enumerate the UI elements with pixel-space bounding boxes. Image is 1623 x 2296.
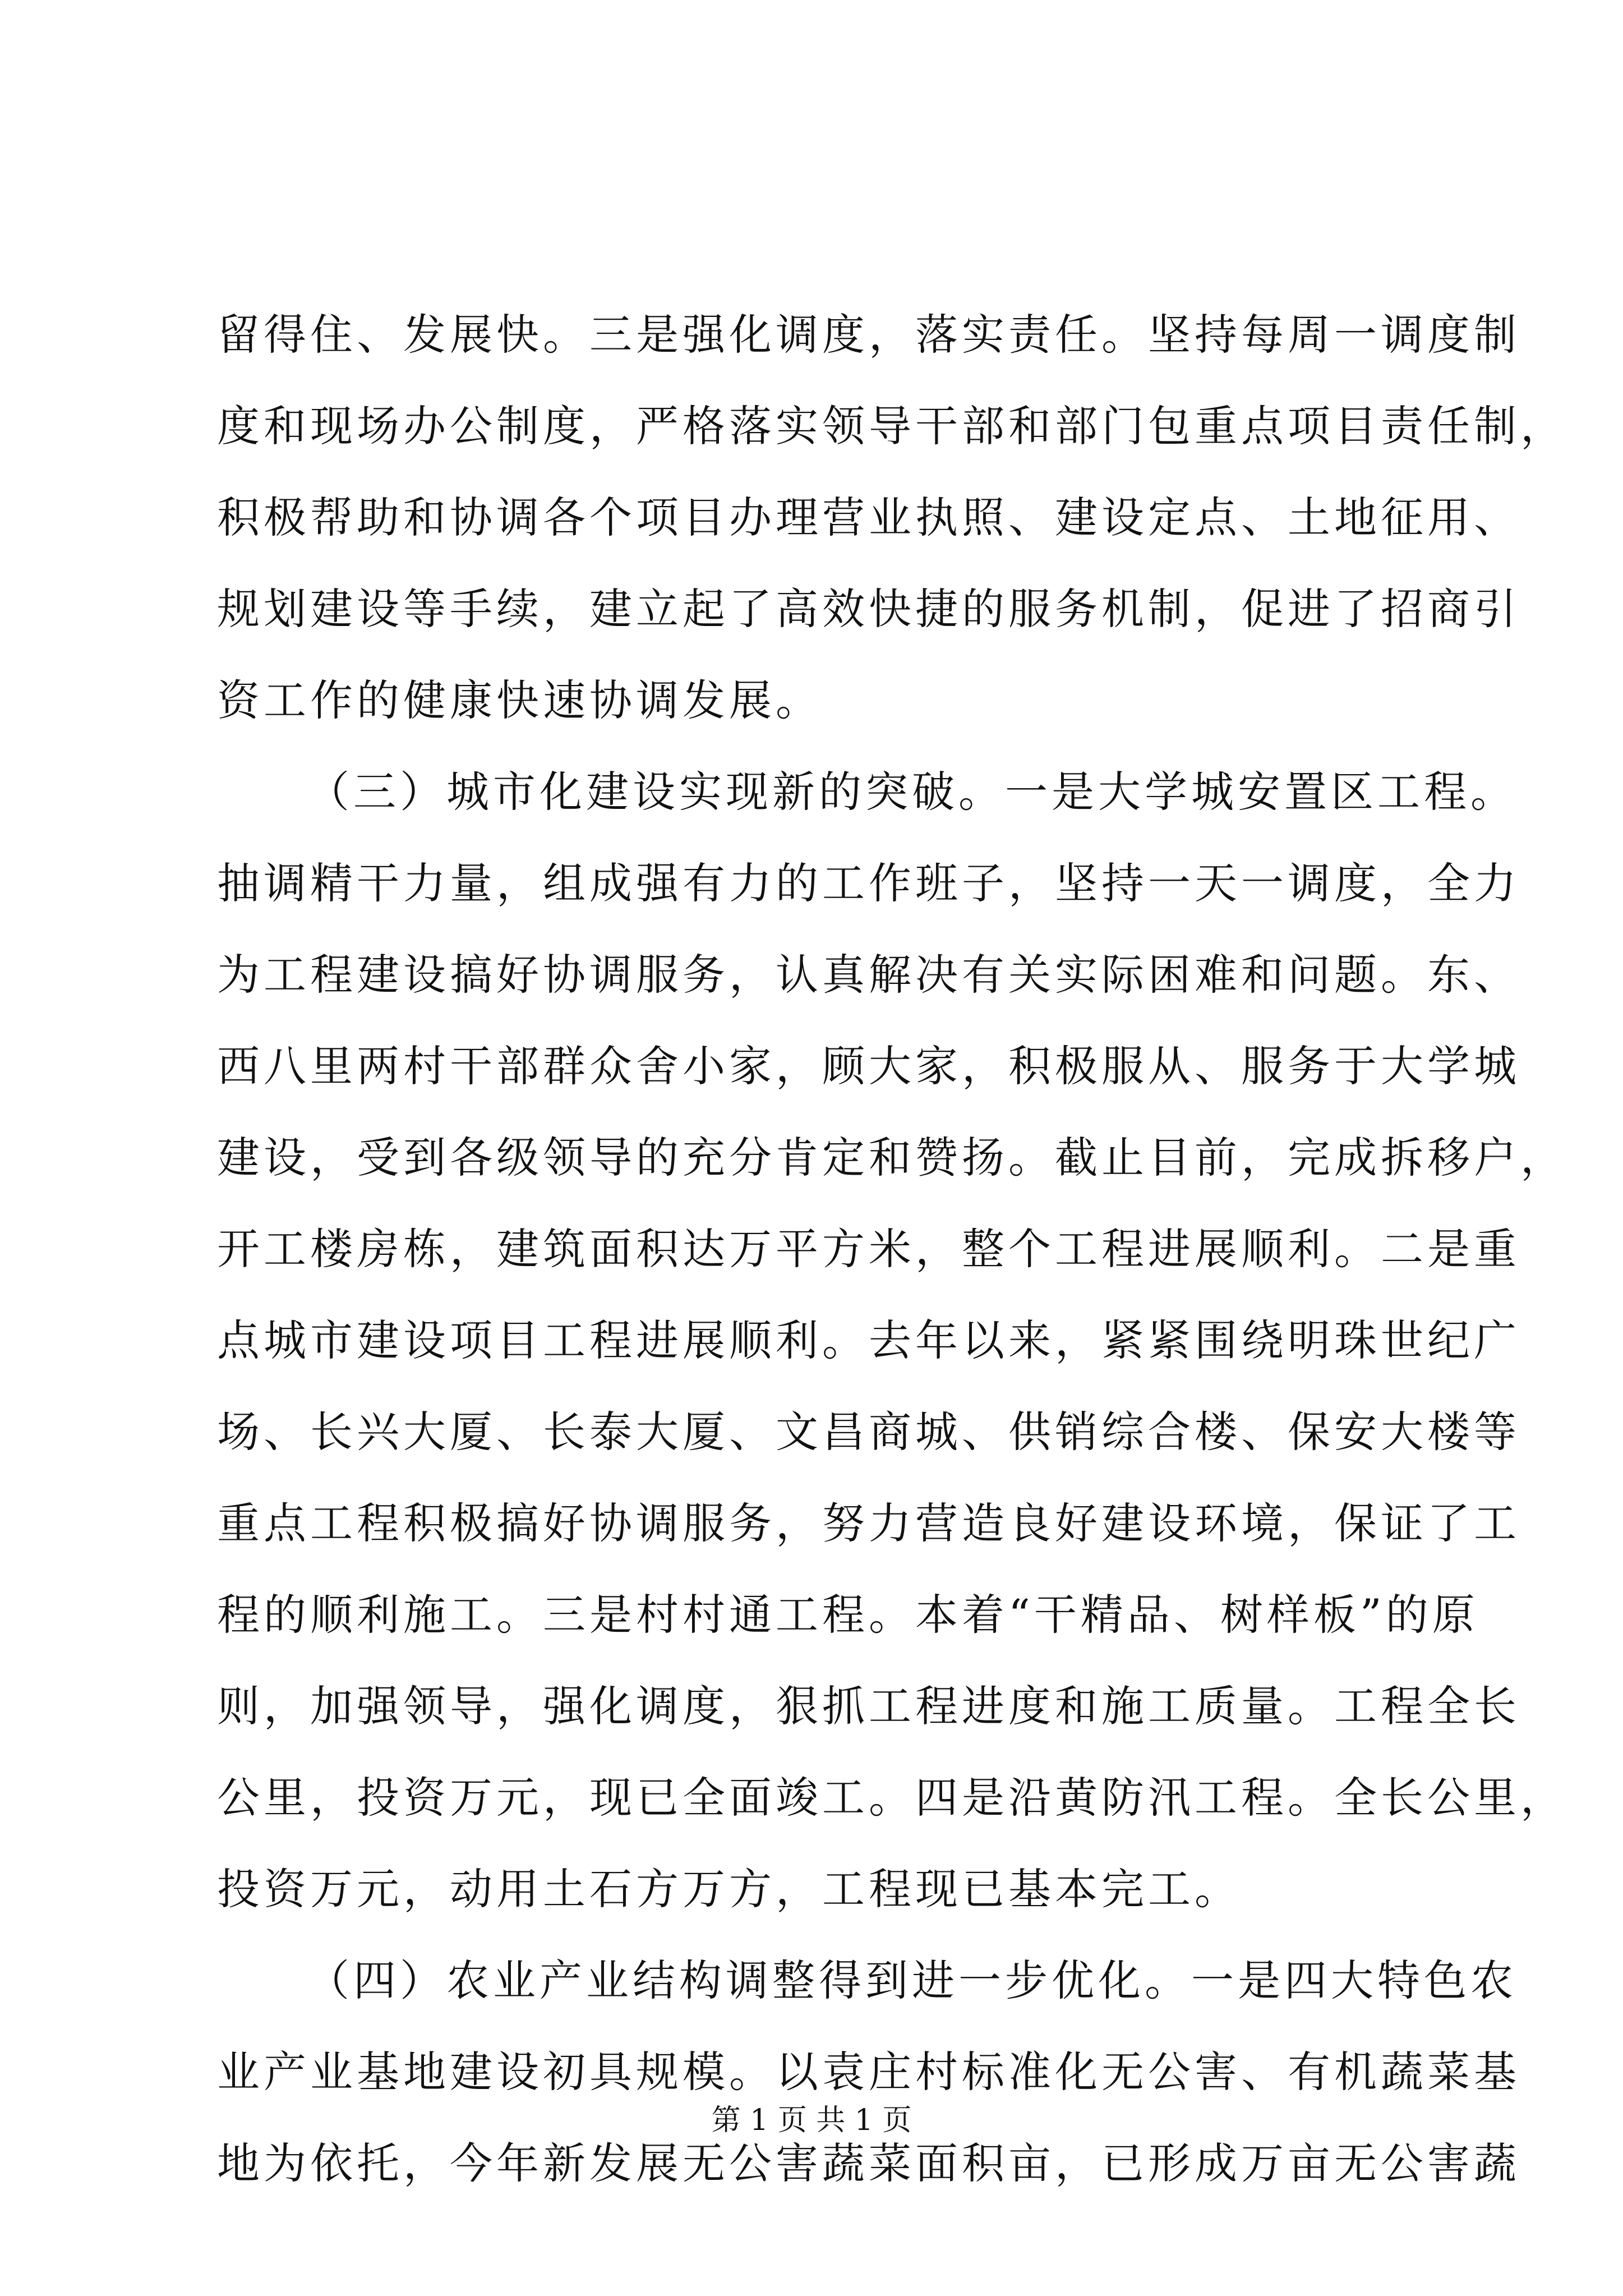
text-line: 西八里两村干部群众舍小家，顾大家，积极服从、服务于大学城 [217, 1041, 1520, 1091]
text-line: 投资万元，动用土石方万方，工程现已基本完工。 [217, 1864, 1241, 1914]
text-line: 程的顺利施工。三是村村通工程。本着“干精品、树样板”的原 [217, 1590, 1479, 1640]
text-line: 积极帮助和协调各个项目办理营业执照、建设定点、土地征用、 [217, 493, 1520, 542]
section-heading-line: （三）城市化建设实现新的突破。一是大学城安置区工程。 [307, 767, 1517, 817]
text-line: 抽调精干力量，组成强有力的工作班子，坚持一天一调度，全力 [217, 858, 1520, 908]
text-line: 地为依托，今年新发展无公害蔬菜面积亩，已形成万亩无公害蔬 [217, 2138, 1520, 2188]
text-line: 点城市建设项目工程进展顺利。去年以来，紧紧围绕明珠世纪广 [217, 1315, 1520, 1365]
text-line: 开工楼房栋，建筑面积达万平方米，整个工程进展顺利。二是重 [217, 1224, 1520, 1274]
body-text [217, 289, 1567, 2209]
text-line: 度和现场办公制度，严格落实领导干部和部门包重点项目责任制， [217, 401, 1567, 451]
section-heading-line: （四）农业产业结构调整得到进一步优化。一是四大特色农 [307, 1955, 1517, 2005]
text-line: 场、长兴大厦、长泰大厦、文昌商城、供销综合楼、保安大楼等 [217, 1407, 1520, 1457]
text-line: 公里，投资万元，现已全面竣工。四是沿黄防汛工程。全长公里， [217, 1773, 1567, 1823]
text-line: 为工程建设搞好协调服务，认真解决有关实际困难和问题。东、 [217, 950, 1520, 1000]
text-line: 资工作的健康快速协调发展。 [217, 675, 822, 725]
text-line: 重点工程积极搞好协调服务，努力营造良好建设环境，保证了工 [217, 1498, 1520, 1548]
text-line: 业产业基地建设初具规模。以袁庄村标准化无公害、有机蔬菜基 [217, 2047, 1520, 2097]
text-line: 则，加强领导，强化调度，狠抓工程进度和施工质量。工程全长 [217, 1681, 1520, 1731]
text-line: 建设，受到各级领导的充分肯定和赞扬。截止目前，完成拆移户， [217, 1133, 1567, 1182]
page-footer: 第 1 页 共 1 页 [711, 2104, 912, 2137]
text-line: 留得住、发展快。三是强化调度，落实责任。坚持每周一调度制 [217, 310, 1520, 360]
text-line: 规划建设等手续，建立起了高效快捷的服务机制，促进了招商引 [217, 584, 1520, 634]
